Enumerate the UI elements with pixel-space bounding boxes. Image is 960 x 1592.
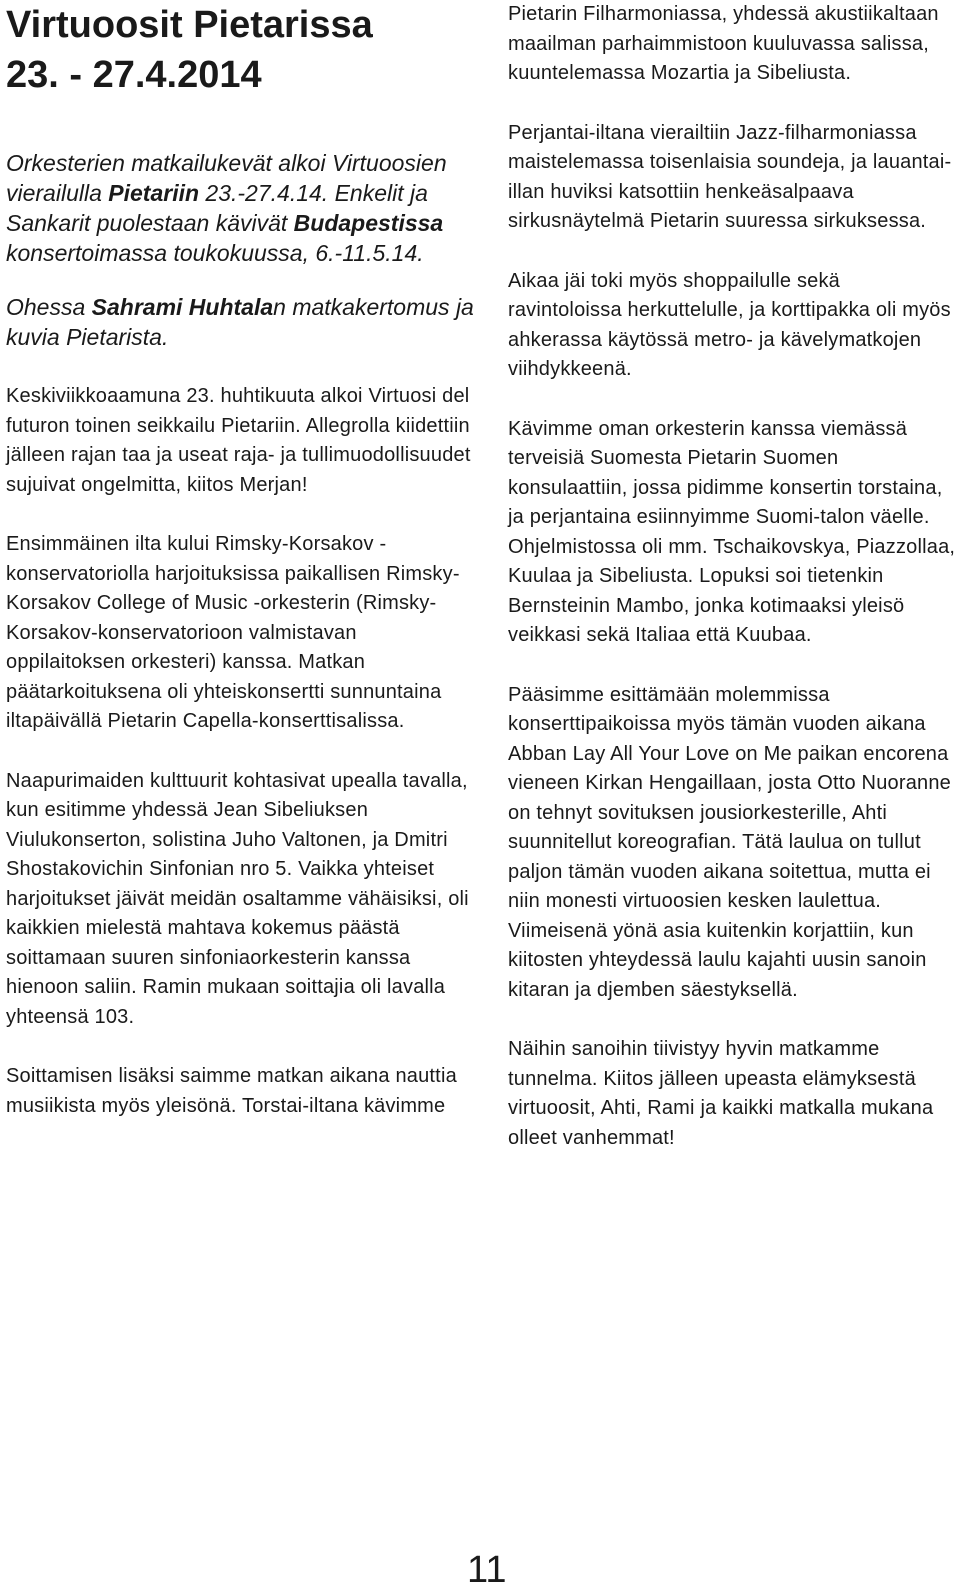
title-line-1: Virtuoosit Pietarissa bbox=[6, 4, 373, 46]
byline-prefix: Ohessa bbox=[6, 294, 92, 320]
body-paragraph: Keskiviikkoaamuna 23. huhtikuuta alkoi Virtuosi del futuron toinen seikkailu Pietariin. Allegrolla kiidettiin jälleen rajan taa ja useat raja- ja tullimuodollisuudet sujuivat ongelmitta, kiitos Merjan! bbox=[6, 385, 471, 496]
byline bbox=[6, 292, 476, 352]
body-paragraph: Kävimme oman orkesterin kanssa viemässä terveisiä Suomesta Pietarin Suomen konsulaattiin, jossa pidimme konsertin torstaina, ja perjantaina esiinnyimme Suomi-talon väelle. Ohjelmistossa oli mm. Tschaikovskya, Piazzollaa, Kuulaa ja Sibeliusta. Lopuksi soi tietenkin Bernsteinin Mambo, jonka kotimaaksi yleisö veikkasi sekä Italiaa että Kuubaa. bbox=[508, 417, 956, 646]
intro-text-2: 23.-27.4.14. Enkelit ja Sankarit puolestaan kävivät bbox=[6, 180, 428, 236]
right-column bbox=[508, 0, 956, 1153]
article-title bbox=[6, 0, 476, 100]
body-paragraph: Perjantai-iltana vierailtiin Jazz-filharmoniassa maistelemassa toisenlaisia soundeja, ja lauantai-illan huviksi katsottiin henkeäsalpaava sirkusnäytelmä Pietarin suuressa sirkuksessa. bbox=[508, 121, 952, 232]
intro-paragraph bbox=[6, 148, 476, 268]
left-column bbox=[6, 0, 476, 1121]
body-paragraph: Ensimmäinen ilta kului Rimsky-Korsakov -konservatoriolla harjoituksissa paikallisen Rimsky-Korsakov College of Music -orkesterin (Rimsky-Korsakov-konservatorioon valmistavan oppilaitoksen orkesteri) kanssa. Matkan päätarkoituksena oli yhteiskonsertti sunnuntaina iltapäivällä Pietarin Capella-konserttisalissa. bbox=[6, 533, 460, 732]
intro-place-budapest: Budapestissa bbox=[293, 210, 444, 236]
intro-text-3: konsertoimassa toukokuussa, 6.-11.5.14. bbox=[6, 240, 424, 266]
body-paragraph: Pietarin Filharmoniassa, yhdessä akustiikaltaan maailman parhaimmistoon kuuluvassa salissa, kuuntelemassa Mozartia ja Sibeliusta. bbox=[508, 3, 939, 84]
byline-suffix: n matkakertomus ja kuvia Pietarista. bbox=[6, 294, 474, 350]
body-paragraph: Naapurimaiden kulttuurit kohtasivat upealla tavalla, kun esitimme yhdessä Jean Sibeliuksen Viulukonserton, solistina Juho Valtonen, ja Dmitri Shostakovichin Sinfonian nro 5. Vaikka yhteiset harjoitukset jäivät meidän osaltamme vähäisiksi, oli kaikkien mielestä mahtava kokemus päästä soittamaan suuren sinfoniaorkesterin kanssa hienoon saliin. Ramin mukaan soittajia oli lavalla yhteensä 103. bbox=[6, 769, 469, 1028]
body-paragraph: Pääsimme esittämään molemmissa konserttipaikoissa myös tämän vuoden aikana Abban Lay All Your Love on Me paikan encorena vieneen Kirkan Hengaillaan, josta Otto Nuoranne on tehnyt sovituksen jousiorkesterille, Ahti suunnitellut koreografian. Tätä laulua on tullut paljon tämän vuoden aikana soitettua, mutta ei niin monesti virtuoosien kesken laulettua. Viimeisenä yönä asia kuitenkin korjattiin, kun kiitosten yhteydessä laulu kajahti uusin sanoin kitaran ja djemben säestyksellä. bbox=[508, 683, 952, 1001]
title-line-2: 23. - 27.4.2014 bbox=[6, 54, 262, 96]
page-number: 11 bbox=[467, 1549, 507, 1591]
body-paragraph: Aikaa jäi toki myös shoppailulle sekä ravintoloissa herkuttelulle, ja korttipakka oli myös ahkerassa käytössä metro- ja kävelymatkojen viihdykkeenä. bbox=[508, 269, 951, 380]
body-paragraph: Näihin sanoihin tiivistyy hyvin matkamme tunnelma. Kiitos jälleen upeasta elämyksestä virtuoosit, Ahti, Rami ja kaikki matkalla mukana olleet vanhemmat! bbox=[508, 1038, 934, 1149]
body-paragraph: Soittamisen lisäksi saimme matkan aikana nauttia musiikista myös yleisönä. Torstai-iltana kävimme bbox=[6, 1065, 457, 1117]
byline-author: Sahrami Huhtala bbox=[91, 294, 274, 320]
intro-place-pietari: Pietariin bbox=[108, 180, 200, 206]
intro-text-1: Orkesterien matkailukevät alkoi Virtuoosien vierailulla bbox=[6, 150, 447, 206]
